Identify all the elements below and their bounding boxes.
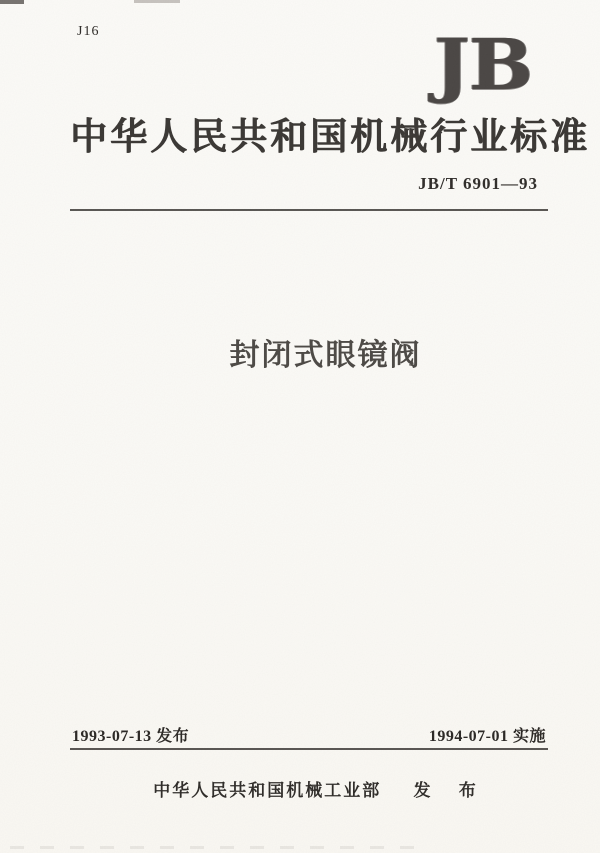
- dates-rule: [70, 748, 548, 750]
- issue-date-label: 发布: [156, 728, 190, 745]
- scan-artifact-bottom: [10, 846, 430, 849]
- classification-code: J16: [77, 24, 100, 39]
- issue-date-value: 1993-07-13: [72, 728, 152, 745]
- issue-date: [72, 723, 189, 746]
- header-rule: [70, 209, 548, 211]
- scan-artifact-top-left: [0, 0, 24, 4]
- implementation-date-label: 实施: [512, 728, 546, 745]
- dates-row: [72, 723, 546, 746]
- implementation-date-value: 1994-07-01: [428, 728, 509, 745]
- jb-logo: JB: [433, 23, 532, 106]
- implementation-date: [429, 723, 546, 746]
- publish-action-label: 发 布: [413, 781, 488, 800]
- scan-artifact-top-middle: [134, 0, 180, 3]
- standard-number: JB/T 6901—93: [418, 174, 538, 193]
- document-title: 封闭式眼镜阀: [229, 339, 422, 372]
- publisher-name: 中华人民共和国机械工业部: [153, 781, 382, 800]
- standard-series-title: 中华人民共和国机械行业标准: [70, 117, 590, 158]
- publisher-row: [82, 776, 559, 801]
